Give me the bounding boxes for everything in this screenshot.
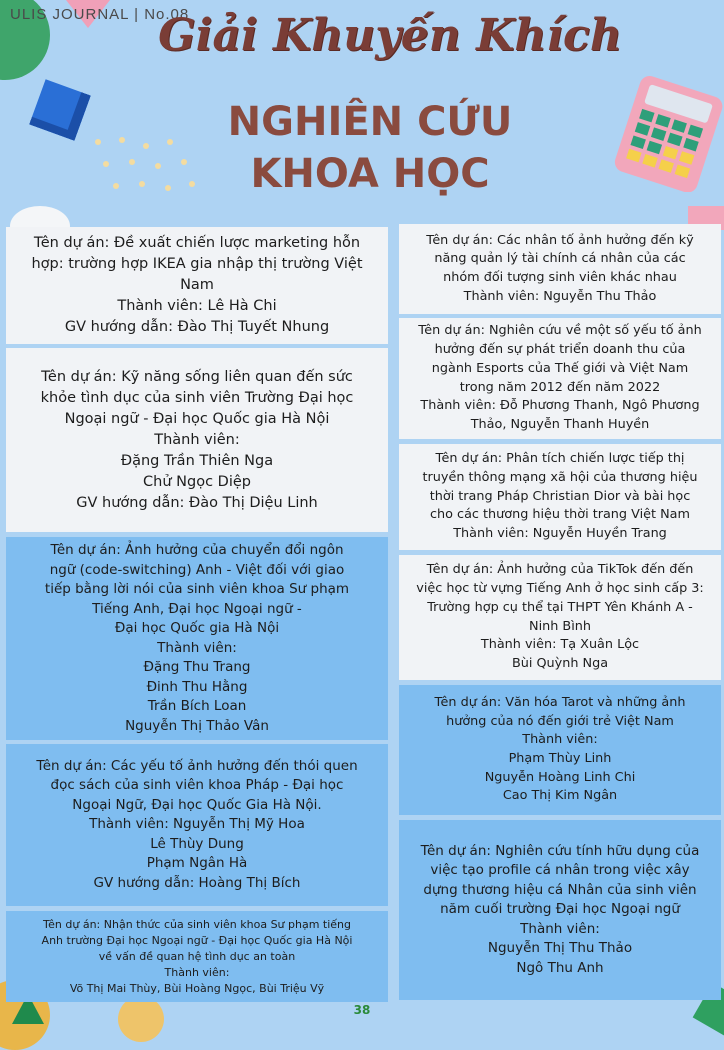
card-text-line: việc học từ vựng Tiếng Anh ở học sinh cấp 3: <box>416 581 704 597</box>
card-text-line: năng quản lý tài chính cá nhân của các <box>434 251 686 267</box>
card-text-line: Tên dự án: Nghiên cứu về một số yếu tố ảnh <box>418 323 702 339</box>
card-text-line: Đinh Thu Hằng <box>146 678 248 695</box>
card-text-line: ngữ (code-switching) Anh - Việt đối với giao <box>49 561 345 578</box>
card-text-line: Phạm Thùy Linh <box>508 751 612 766</box>
card-text-line: nhóm đối tượng sinh viên khác nhau <box>443 270 677 285</box>
card-text-line: Thành viên: Nguyễn Thị Mỹ Hoa <box>89 816 305 833</box>
card-text-line: Bùi Quỳnh Nga <box>511 655 609 671</box>
card-text-line: Tiếng Anh, Đại học Ngoại ngữ - <box>92 600 302 617</box>
award-title: Giải Khuyến Khích <box>158 10 622 61</box>
card-text-line: Trường hợp cụ thể tại THPT Yên Khánh A - <box>427 599 693 615</box>
card-text-line: năm cuối trường Đại học Ngoại ngữ <box>440 901 680 918</box>
card-text-line: Nguyễn Thị Thảo Vân <box>125 717 269 734</box>
card-text-line: Tên dự án: Phân tích chiến lược tiếp thị <box>435 451 685 467</box>
card-text-line: Thành viên: Nguyễn Thu Thảo <box>463 288 657 304</box>
card-text-line: Tên dự án: Nhận thức của sinh viên khoa Sư phạm tiếng <box>42 917 352 931</box>
calculator-decoration <box>612 74 724 192</box>
card-text-line: hợp: trường hợp IKEA gia nhập thị trường Việt <box>31 256 363 272</box>
page-number: 38 <box>353 1003 371 1017</box>
card-text-line: Thành viên: <box>154 431 240 448</box>
card-text-line: Ngoại ngữ - Đại học Quốc gia Hà Nội <box>64 410 330 427</box>
card-text-line: Thành viên: Nguyễn Huyền Trang <box>453 526 667 542</box>
card-text-line: Thảo, Nguyễn Thanh Huyền <box>470 416 650 432</box>
section-title <box>190 96 550 200</box>
card-text-line: truyền thông mạng xã hội của thương hiệu <box>422 469 698 485</box>
card-text-line: Lê Thùy Dung <box>150 835 244 852</box>
card-text-line: Chử Ngọc Diệp <box>143 473 251 490</box>
card-text-line: Tên dự án: Ảnh hưởng của chuyển đổi ngôn <box>50 542 344 558</box>
card-text-line: Thành viên: Đỗ Phương Thanh, Ngô Phương <box>420 398 700 414</box>
card-text-line: tiếp bằng lời nói của sinh viên khoa Sư phạm <box>44 581 350 597</box>
card-text-line: GV hướng dẫn: Đào Thị Tuyết Nhung <box>64 319 330 335</box>
card-text-line: về vấn đề quan hệ tình dục an toàn <box>98 949 296 963</box>
project-card-right-4 <box>399 555 721 680</box>
project-card-left-1 <box>6 227 388 344</box>
card-text-line: thời trang Pháp Christian Dior và bài học <box>429 488 691 504</box>
project-card-left-5 <box>6 911 388 1002</box>
card-text-line: Đại học Quốc gia Hà Nội <box>114 620 280 636</box>
card-text-line: Thành viên: <box>157 639 237 656</box>
card-text-line: Nam <box>180 277 214 293</box>
card-text-line: Thành viên: <box>164 965 230 979</box>
card-text-line: trong năm 2012 đến năm 2022 <box>459 379 661 395</box>
card-text-line: Nguyễn Hoàng Linh Chi <box>484 769 636 785</box>
card-text-line: khỏe tình dục của sinh viên Trường Đại học <box>40 389 354 406</box>
card-text-line: Thành viên: <box>522 732 598 748</box>
dot-pattern-decoration <box>92 136 202 206</box>
card-text-line: Ngô Thu Anh <box>516 959 604 976</box>
card-text-line: Tên dự án: Nghiên cứu tính hữu dụng của <box>420 842 700 859</box>
project-card-right-6 <box>399 820 721 1000</box>
card-text-line: GV hướng dẫn: Đào Thị Diệu Linh <box>76 494 318 511</box>
card-text-line: Tên dự án: Ảnh hưởng của TikTok đến đến <box>426 562 694 578</box>
project-card-right-1 <box>399 224 721 314</box>
card-text-line: Cao Thị Kim Ngân <box>502 788 618 804</box>
project-card-right-5 <box>399 685 721 815</box>
card-text-line: đọc sách của sinh viên khoa Pháp - Đại học <box>50 777 344 794</box>
card-text-line: Trần Bích Loan <box>147 698 247 714</box>
project-card-right-2 <box>399 318 721 439</box>
card-text-line: ngành Esports của Thế giới và Việt Nam <box>431 360 689 376</box>
project-card-left-4 <box>6 744 388 906</box>
card-text-line: Đặng Thu Trang <box>143 659 251 675</box>
card-text-line: Đặng Trần Thiên Nga <box>120 452 274 469</box>
card-text-line: việc tạo profile cá nhân trong việc xây <box>430 862 690 879</box>
gold-coin-decoration-right <box>118 996 164 1042</box>
card-text-line: Thành viên: Lê Hà Chi <box>117 298 277 314</box>
card-text-line: Phạm Ngân Hà <box>146 855 248 872</box>
card-text-line: hưởng của nó đến giới trẻ Việt Nam <box>446 713 674 729</box>
card-text-line: Anh trường Đại học Ngoại ngữ - Đại học Quốc gia Hà Nội <box>41 933 353 947</box>
card-text-line: Tên dự án: Văn hóa Tarot và những ảnh <box>434 694 686 710</box>
card-text-line: Nguyễn Thị Thu Thảo <box>487 940 633 957</box>
card-text-line: Tên dự án: Các nhân tố ảnh hưởng đến kỹ <box>426 232 694 248</box>
project-card-left-2 <box>6 348 388 532</box>
card-text-line: hưởng đến sự phát triển doanh thu của <box>434 342 686 358</box>
card-text-line: Tên dự án: Đề xuất chiến lược marketing hỗn <box>33 235 361 251</box>
blue-cube-decoration <box>29 79 91 141</box>
card-text-line: Thành viên: Tạ Xuân Lộc <box>480 637 640 653</box>
card-text-line: Thành viên: <box>520 920 600 937</box>
card-text-line: Ninh Bình <box>529 618 591 634</box>
card-text-line: GV hướng dẫn: Hoàng Thị Bích <box>93 874 301 891</box>
card-text-line: Tên dự án: Kỹ năng sống liên quan đến sức <box>41 368 353 385</box>
section-title-line-1: NGHIÊN CỨU <box>227 99 513 145</box>
project-card-left-3 <box>6 537 388 740</box>
project-card-right-3 <box>399 444 721 550</box>
card-text-line: cho các thương hiệu thời trang Việt Nam <box>430 507 690 523</box>
journal-label: ULIS JOURNAL | No.08 <box>10 6 190 23</box>
section-title-line-2: KHOA HỌC <box>250 151 490 197</box>
card-text-line: dựng thương hiệu cá Nhân của sinh viên <box>423 881 697 898</box>
card-text-line: Tên dự án: Các yếu tố ảnh hưởng đến thói quen <box>36 757 358 774</box>
card-text-line: Ngoại Ngữ, Đại học Quốc Gia Hà Nội. <box>72 796 322 813</box>
card-text-line: Võ Thị Mai Thùy, Bùi Hoàng Ngọc, Bùi Triệu Vỹ <box>69 981 325 995</box>
